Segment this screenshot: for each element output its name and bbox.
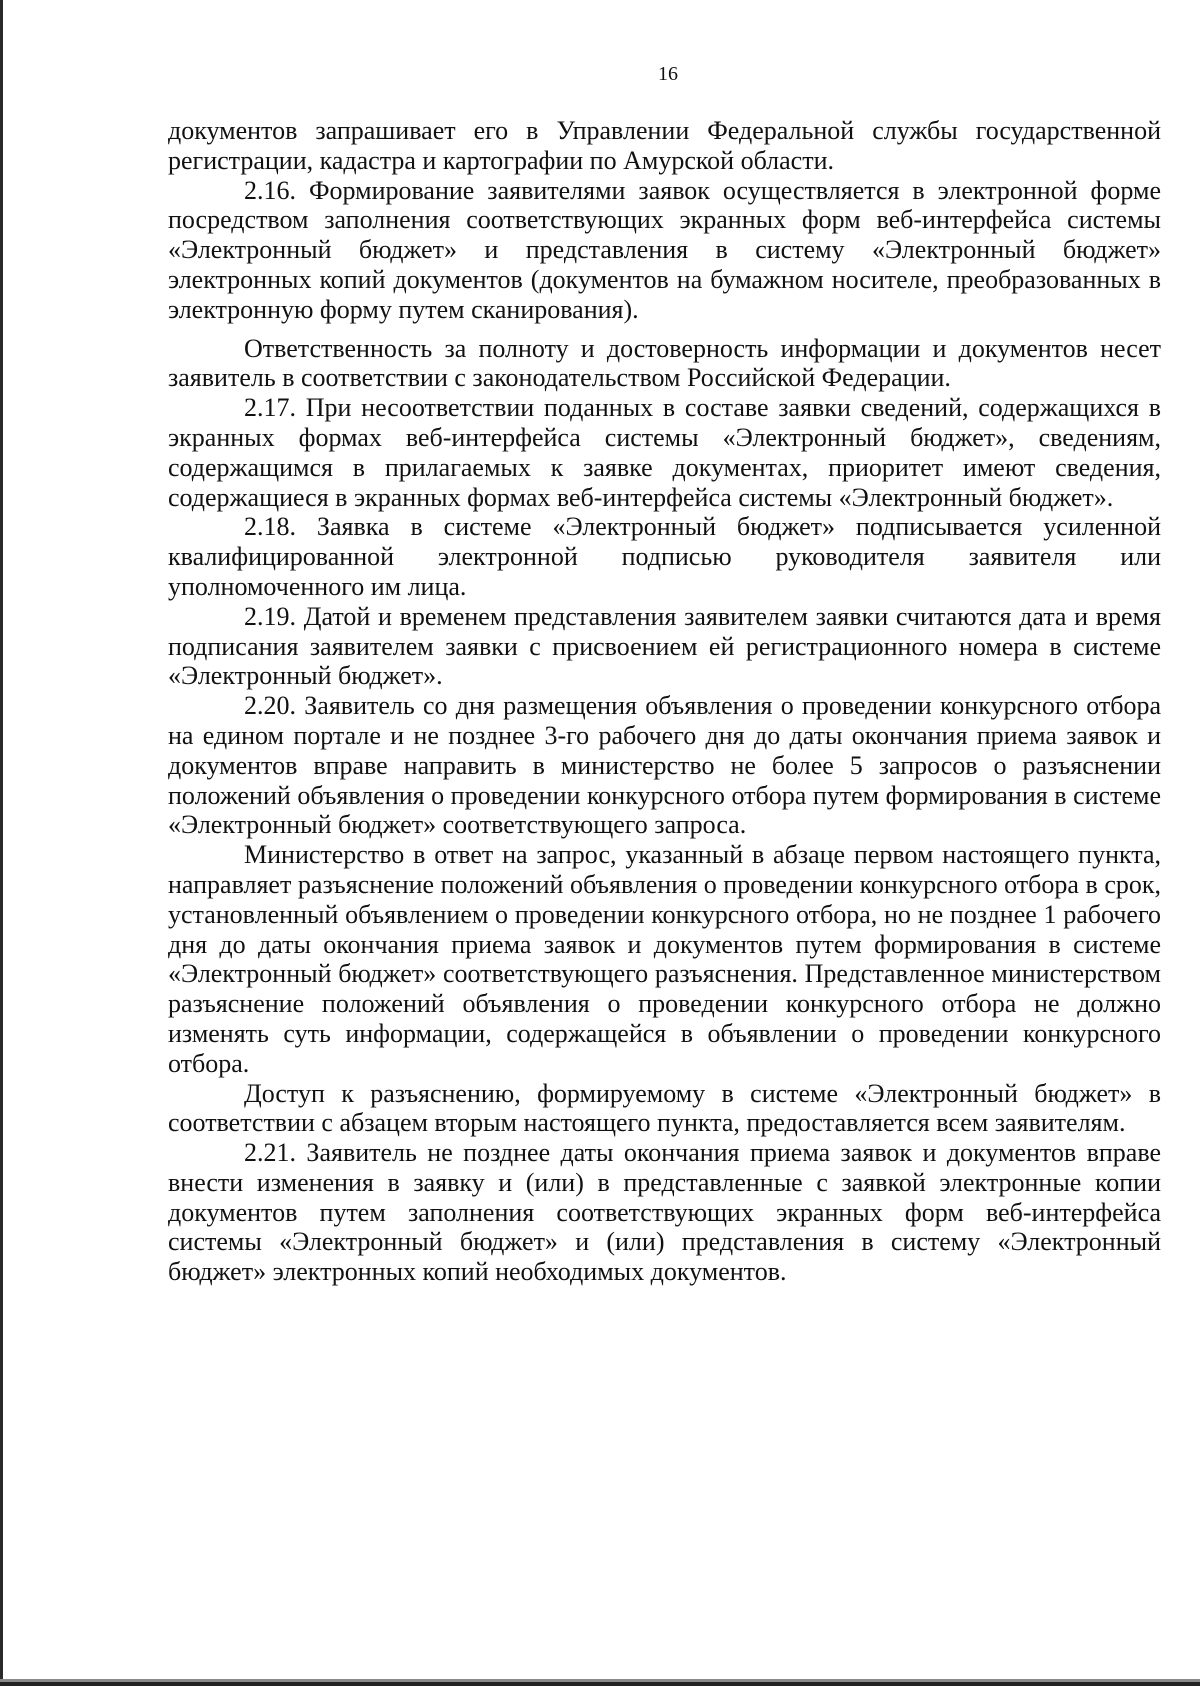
paragraph-ministry-response: Министерство в ответ на запрос, указанный в абзаце первом настоящего пункта, направляет разъяснение положений объявления о проведении конкурсного отбора в срок, установленный объявлением о проведении конкурсного отбора, но не позднее 1 рабочего дня до даты окончания приема заявок и документов путем формирования в системе «Электронный бюджет» соответствующего разъяснения. Представленное министерством разъяснение положений объявления о проведении конкурсного отбора не должно изменять суть информации, содержащейся в объявлении о проведении конкурсного отбора. (168, 840, 1161, 1078)
paragraph-responsibility: Ответственность за полноту и достоверность информации и документов несет заявитель в соответствии с законодательством Российской Федерации. (168, 333, 1161, 393)
document-body (168, 116, 1161, 1287)
paragraph-2-18: 2.18. Заявка в системе «Электронный бюджет» подписывается усиленной квалифицированной электронной подписью руководителя заявителя или уполномоченного им лица. (168, 512, 1161, 601)
scan-edge-bottom (0, 1682, 1200, 1686)
scan-edge-left (0, 0, 3, 1686)
paragraph-2-19: 2.19. Датой и временем представления заявителем заявки считаются дата и время подписания заявителем заявки с присвоением ей регистрационного номера в системе «Электронный бюджет». (168, 601, 1161, 691)
paragraph-access: Доступ к разъяснению, формируемому в системе «Электронный бюджет» в соответствии с абзацем вторым настоящего пункта, предоставляется всем заявителям. (168, 1078, 1161, 1138)
paragraph-2-17: 2.17. При несоответствии поданных в составе заявки сведений, содержащихся в экранных формах веб-интерфейса системы «Электронный бюджет», сведениям, содержащимся в прилагаемых к заявке документах, приоритет имеют сведения, содержащиеся в экранных формах веб-интерфейса системы «Электронный бюджет». (168, 393, 1161, 512)
page-number: 16 (658, 63, 678, 85)
paragraph-2-21: 2.21. Заявитель не позднее даты окончания приема заявок и документов вправе внести изменения в заявку и (или) в представленные с заявкой электронные копии документов путем заполнения соответствующих экранных форм веб-интерфейса системы «Электронный бюджет» и (или) представления в систему «Электронный бюджет» электронных копий необходимых документов. (168, 1138, 1161, 1287)
paragraph-2-20: 2.20. Заявитель со дня размещения объявления о проведении конкурсного отбора на едином портале и не позднее 3-го рабочего дня до даты окончания приема заявок и документов вправе направить в министерство не более 5 запросов о разъяснении положений объявления о проведении конкурсного отбора путем формирования в системе «Электронный бюджет» соответствующего запроса. (168, 691, 1161, 840)
paragraph-continuation: документов запрашивает его в Управлении Федеральной службы государственной регистрации, кадастра и картографии по Амурской области. (168, 116, 1161, 175)
paragraph-2-16: 2.16. Формирование заявителями заявок осуществляется в электронной форме посредством заполнения соответствующих экранных форм веб-интерфейса системы «Электронный бюджет» и представления в систему «Электронный бюджет» электронных копий документов (документов на бумажном носителе, преобразованных в электронную форму путем сканирования). (168, 175, 1161, 324)
